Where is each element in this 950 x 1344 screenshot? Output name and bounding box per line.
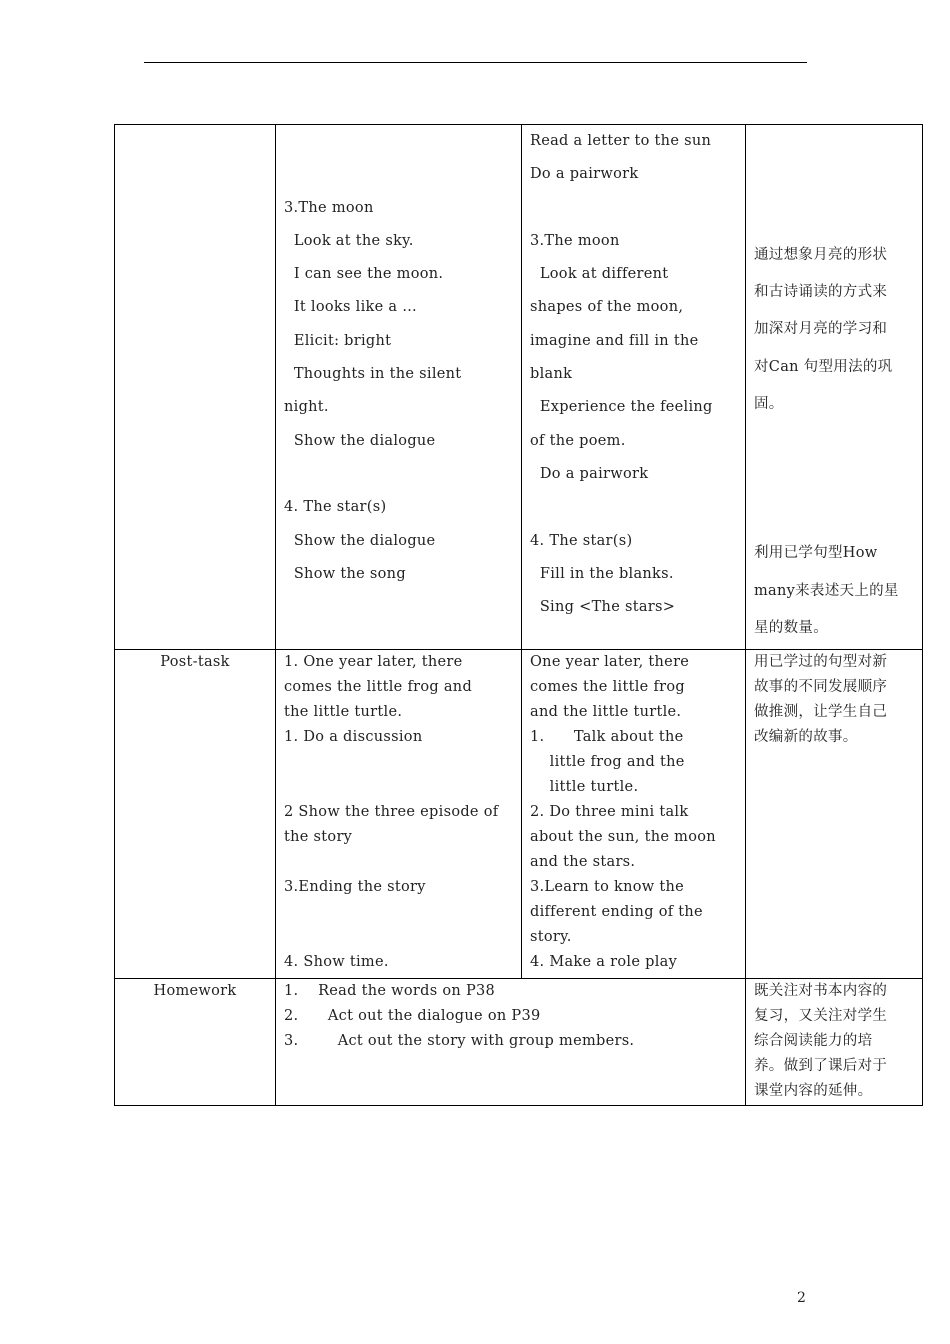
- cell-line: [754, 423, 914, 460]
- cell-line: 3. Act out the story with group members.: [284, 1033, 635, 1049]
- cell-line: 星的数量。: [754, 619, 828, 636]
- cell-line: shapes of the moon,: [530, 299, 684, 316]
- purpose-cell: [746, 979, 923, 1106]
- cell-line: 养。做到了课后对于: [754, 1058, 888, 1074]
- cell-line: [284, 900, 513, 925]
- cell-line: [754, 162, 914, 199]
- cell-line: Sing <The stars>: [530, 599, 676, 616]
- cell-line: 故事的不同发展顺序: [754, 679, 888, 695]
- cell-line: story.: [530, 929, 572, 945]
- cell-line: [284, 125, 513, 158]
- cell-line: different ending of the: [530, 904, 703, 920]
- cell-line: [284, 850, 513, 875]
- cell-line: and the stars.: [530, 854, 636, 870]
- cell-line: [754, 200, 914, 237]
- cell-line: [284, 458, 513, 491]
- homework-activities-cell: [276, 979, 746, 1106]
- purpose-cell: [746, 650, 923, 979]
- cell-line: 4. Make a role play: [530, 954, 678, 970]
- cell-line: and the little turtle.: [530, 704, 682, 720]
- cell-line: Thoughts in the silent: [284, 366, 462, 383]
- cell-line: little frog and the: [530, 754, 685, 770]
- table-row: [115, 650, 923, 979]
- cell-line: night.: [284, 399, 329, 416]
- cell-line: 1. Do a discussion: [284, 729, 423, 745]
- cell-line: 1. Read the words on P38: [284, 983, 496, 999]
- cell-line: 复习，又关注对学生: [754, 1008, 888, 1024]
- student-activity-cell: [522, 125, 746, 650]
- cell-line: 既关注对书本内容的: [754, 983, 888, 999]
- cell-line: the story: [284, 829, 353, 845]
- cell-line: [284, 925, 513, 950]
- cell-line: 2 Show the three episode of: [284, 804, 499, 820]
- cell-line: the little turtle.: [284, 704, 403, 720]
- cell-line: [754, 461, 914, 498]
- cell-line: I can see the moon.: [284, 266, 444, 283]
- cell-line: 4. The star(s): [530, 532, 633, 549]
- cell-line: 改编新的故事。: [754, 729, 858, 745]
- purpose-cell: [746, 125, 923, 650]
- cell-line: Show the dialogue: [284, 532, 436, 549]
- cell-line: Do a pairwork: [530, 166, 639, 183]
- cell-line: 3.Ending the story: [284, 879, 426, 895]
- cell-line: about the sun, the moon: [530, 829, 716, 845]
- cell-line: little turtle.: [530, 779, 639, 795]
- cell-line: 2. Do three mini talk: [530, 804, 689, 820]
- cell-line: Show the dialogue: [284, 432, 436, 449]
- cell-line: Experience the feeling: [530, 399, 713, 416]
- cell-line: 和古诗诵读的方式来: [754, 284, 888, 301]
- cell-line: [530, 192, 737, 225]
- cell-line: 2. Act out the dialogue on P39: [284, 1008, 541, 1024]
- cell-line: [284, 775, 513, 800]
- teacher-activity-cell: [276, 125, 522, 650]
- cell-line: [754, 498, 914, 535]
- cell-line: 1. One year later, there: [284, 654, 463, 670]
- stage-cell: [115, 125, 276, 650]
- cell-line: comes the little frog: [530, 679, 685, 695]
- cell-line: 1. Talk about the: [530, 729, 684, 745]
- cell-line: It looks like a …: [284, 299, 418, 316]
- stage-cell: Homework: [115, 979, 276, 1106]
- cell-line: [530, 491, 737, 524]
- cell-line: Look at different: [530, 266, 669, 283]
- cell-line: 4. The star(s): [284, 499, 387, 516]
- cell-line: Show the song: [284, 565, 406, 582]
- cell-line: 通过想象月亮的形状: [754, 246, 888, 263]
- header-rule: [144, 62, 807, 63]
- cell-line: 对Can 句型用法的巩: [754, 358, 893, 375]
- cell-line: of the poem.: [530, 432, 626, 449]
- cell-line: 用已学过的句型对新: [754, 654, 888, 670]
- cell-line: 3.The moon: [530, 232, 620, 249]
- cell-line: many来表述天上的星: [754, 582, 899, 599]
- cell-line: 课堂内容的延伸。: [754, 1083, 873, 1099]
- cell-line: 做推测，让学生自己: [754, 704, 888, 720]
- cell-line: [754, 125, 914, 162]
- cell-line: Read a letter to the sun: [530, 133, 712, 149]
- cell-line: Look at the sky.: [284, 232, 414, 249]
- cell-line: 利用已学句型How: [754, 545, 878, 562]
- cell-line: One year later, there: [530, 654, 690, 670]
- cell-line: 综合阅读能力的培: [754, 1033, 873, 1049]
- cell-line: Elicit: bright: [284, 332, 392, 349]
- cell-line: blank: [530, 366, 573, 383]
- stage-cell: Post-task: [115, 650, 276, 979]
- lesson-plan-table: [114, 124, 923, 1106]
- cell-line: Do a pairwork: [530, 465, 649, 482]
- page-number: 2: [797, 1290, 806, 1306]
- cell-line: 4. Show time.: [284, 954, 389, 970]
- cell-line: 固。: [754, 396, 784, 413]
- cell-line: 加深对月亮的学习和: [754, 321, 888, 338]
- teacher-activity-cell: [276, 650, 522, 979]
- cell-line: imagine and fill in the: [530, 332, 699, 349]
- student-activity-cell: [522, 650, 746, 979]
- cell-line: comes the little frog and: [284, 679, 473, 695]
- cell-line: Fill in the blanks.: [530, 565, 674, 582]
- cell-line: [284, 158, 513, 191]
- table-row: [115, 979, 923, 1106]
- cell-line: 3.The moon: [284, 199, 374, 216]
- table-row: [115, 125, 923, 650]
- cell-line: [284, 750, 513, 775]
- cell-line: 3.Learn to know the: [530, 879, 685, 895]
